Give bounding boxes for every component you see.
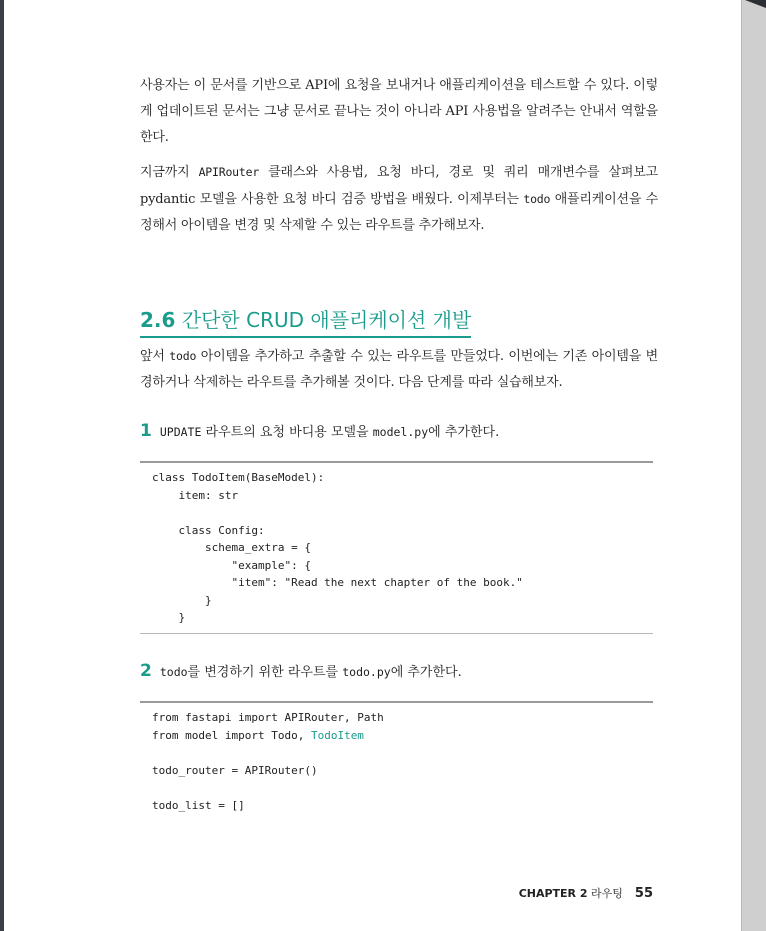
section-title: 간단한 CRUD 애플리케이션 개발 [181, 308, 472, 332]
section-number: 2.6 [140, 308, 176, 332]
code-line: "example": { [152, 558, 311, 572]
step-text: 를 변경하기 위한 라우트를 [187, 665, 343, 680]
code-line: class Config: [152, 523, 265, 537]
paragraph-summary [140, 159, 658, 239]
code-line: from fastapi import APIRouter, Path [152, 711, 384, 724]
code-text: from model import Todo, [152, 728, 311, 742]
inline-code-todo: todo [159, 665, 188, 679]
page-footer [470, 885, 653, 901]
code-line: item: str [152, 488, 239, 502]
page-number: 55 [634, 886, 653, 901]
step-number: 2 [140, 661, 152, 681]
paragraph-text: 사용자는 이 문서를 기반으로 API에 요청을 보내거나 애플리케이션을 테스트할 수 있다. 이렇게 업데이트된 문서는 그냥 문서로 끝나는 것이 아니라 API 사용법을 알려주는 안내서 역할을 한다. [140, 78, 658, 145]
step-1 [140, 421, 499, 441]
paragraph-text: 앞서 [140, 349, 170, 364]
section-heading [140, 304, 471, 338]
paragraph-text: 클래스와 사용법, 요청 바디, 경로 및 쿼리 매개변수를 살펴보고 pydantic 모델을 사용한 요청 바디 검증 방법을 배웠다. 이제부터는 [140, 165, 658, 207]
inline-code-todo: todo [523, 192, 551, 206]
step-text: 에 추가한다. [390, 665, 462, 680]
footer-chapter-title: 라우팅 [591, 887, 623, 900]
code-line [140, 779, 653, 797]
inline-code-todo-py: todo.py [342, 665, 391, 679]
page-right-shadow [741, 0, 766, 931]
paragraph-text: 지금까지 [140, 165, 199, 180]
code-block-todo-router [140, 701, 653, 814]
page-right-edge-line [741, 0, 742, 931]
inline-code-model-py: model.py [372, 425, 429, 439]
inline-code-update: UPDATE [159, 425, 202, 439]
code-line [140, 744, 653, 762]
step-2 [140, 661, 462, 681]
code-highlight-todoitem: TodoItem [310, 728, 364, 742]
code-line: class TodoItem(BaseModel): [152, 471, 325, 484]
code-line: todo_list = [] [152, 798, 245, 812]
code-line [140, 504, 653, 522]
paragraph-text: 애플리케이션을 수정해서 아이템을 변경 및 삭제할 수 있는 라우트를 추가해보자. [140, 192, 659, 233]
paragraph-docs-usage [140, 73, 658, 151]
inline-code-apirouter: APIRouter [198, 165, 260, 179]
code-line: "item": "Read the next chapter of the book." [152, 576, 523, 589]
code-block-todoitem [140, 461, 653, 634]
code-line: todo_router = APIRouter() [152, 763, 318, 777]
footer-chapter: CHAPTER 2 [518, 887, 588, 900]
code-line: schema_extra = { [152, 541, 311, 554]
step-text: 라우트의 요청 바디용 모델을 [201, 425, 373, 440]
page-corner-fold [745, 0, 766, 8]
step-number: 1 [140, 421, 152, 441]
code-line: } [152, 611, 186, 624]
paragraph-text: 아이템을 추가하고 추출할 수 있는 라우트를 만들었다. 이번에는 기존 아이템을 변경하거나 삭제하는 라우트를 추가해볼 것이다. 다음 단계를 따라 실습해보자. [140, 349, 658, 390]
code-line [140, 727, 653, 745]
inline-code-todo: todo [169, 349, 197, 363]
step-text: 에 추가한다. [428, 425, 500, 440]
section-intro [140, 343, 658, 396]
code-line: } [152, 593, 212, 607]
